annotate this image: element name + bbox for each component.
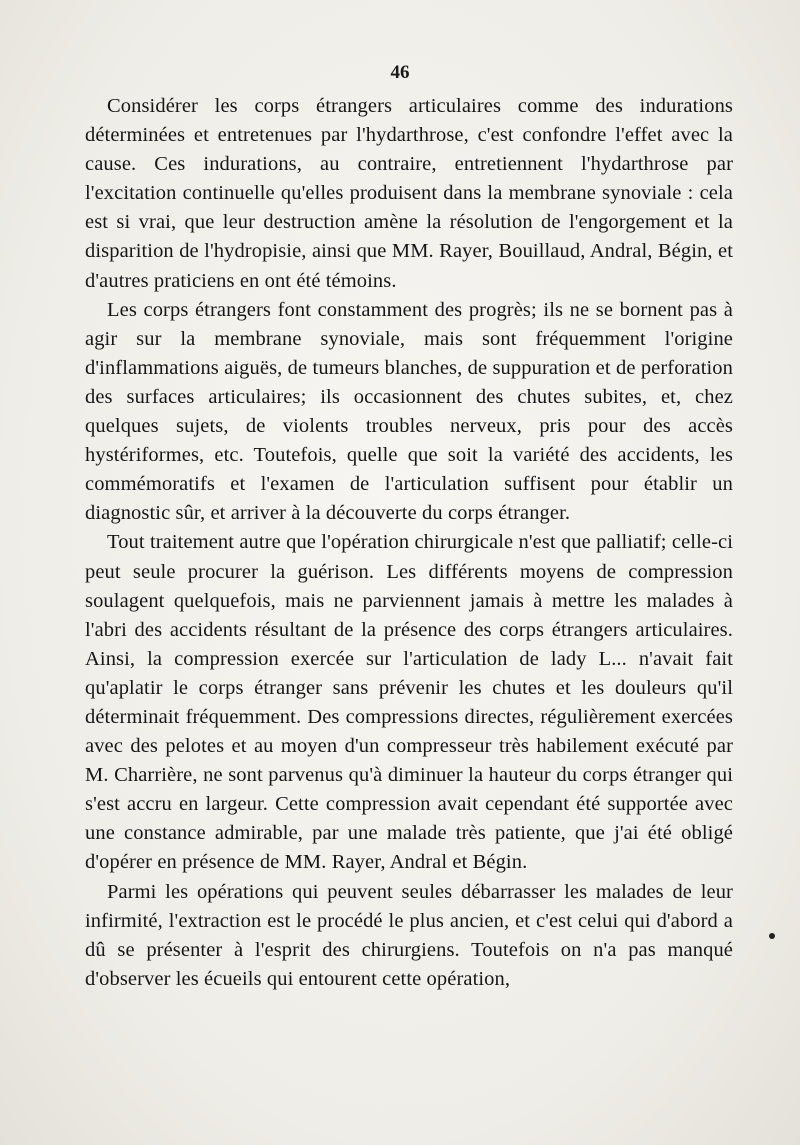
body-text: [85, 92, 733, 994]
page-number: 46: [390, 62, 410, 83]
paragraph-3: Tout traitement autre que l'opération chirurgicale n'est que palliatif; celle-ci peut seule procurer la guérison. Les différents moyens de compression soulagent quelquefois, mais ne parviennent jamais à mettre les malades à l'abri des accidents résultant de la présence des corps étrangers articulaires. Ainsi, la compression exercée sur l'articulation de lady L... n'avait fait qu'aplatir le corps étranger sans prévenir les chutes et les douleurs qu'il déterminait fréquemment. Des compressions directes, régulièrement exercées avec des pelotes et au moyen d'un compresseur très habilement exécuté par M. Charrière, ne sont parvenus qu'à diminuer la hauteur du corps étranger qui s'est accru en largeur. Cette compression avait cependant été supportée avec une constance admirable, par une malade très patiente, que j'ai été obligé d'opérer en présence de MM. Rayer, Andral et Bégin.: [85, 531, 733, 874]
paragraph-2: Les corps étrangers font constamment des progrès; ils ne se bornent pas à agir sur la membrane synoviale, mais sont fréquemment l'origine d'inflammations aiguës, de tumeurs blanches, de suppuration et de perforation des surfaces articulaires; ils occasionnent des chutes subites, et, chez quelques sujets, de violents troubles nerveux, pris pour des accès hystériformes, etc. Toutefois, quelle que soit la variété des accidents, les commémoratifs et l'examen de l'articulation suffisent pour établir un diagnostic sûr, et arriver à la découverte du corps étranger.: [85, 298, 733, 525]
ink-speck: [769, 933, 775, 939]
paragraph-4: Parmi les opérations qui peuvent seules débarrasser les malades de leur infirmité, l'extraction est le procédé le plus ancien, et c'est celui qui d'abord a dû se présenter à l'esprit des chirurgiens. Toutefois on n'a pas manqué d'observer les écueils qui entourent cette opération,: [85, 880, 733, 990]
paragraph-1: Considérer les corps étrangers articulaires comme des indurations déterminées et entretenues par l'hydarthrose, c'est confondre l'effet avec la cause. Ces indurations, au contraire, entretiennent l'hydarthrose par l'excitation continuelle qu'elles produisent dans la membrane synoviale : cela est si vrai, que leur destruction amène la résolution de l'engorgement et la disparition de l'hydropisie, ainsi que MM. Rayer, Bouillaud, Andral, Bégin, et d'autres praticiens en ont été témoins.: [85, 95, 733, 292]
